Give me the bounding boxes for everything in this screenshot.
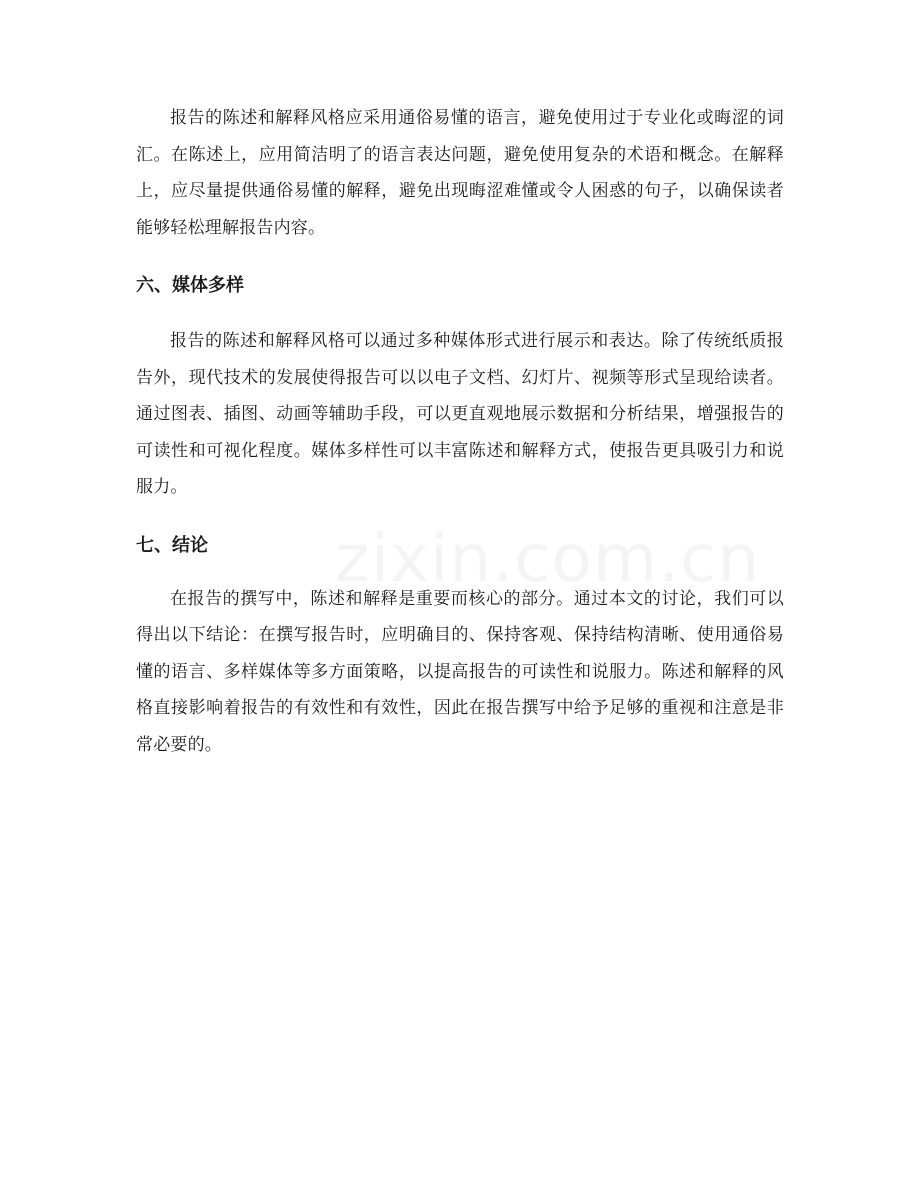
conclusion-paragraph: 在报告的撰写中，陈述和解释是重要而核心的部分。通过本文的讨论，我们可以得出以下结论：在撰写报告时，应明确目的、保持客观、保持结构清晰、使用通俗易懂的语言、多样媒体等多方面策略，以提高报告的可读性和说服力。陈述和解释的风格直接影响着报告的有效性和有效性，因此在报告撰写中给予足够的重视和注意是非常必要的。 (136, 588, 784, 755)
document-body (136, 100, 784, 763)
intro-paragraph: 报告的陈述和解释风格应采用通俗易懂的语言，避免使用过于专业化或晦涩的词汇。在陈述上，应用简洁明了的语言表达问题，避免使用复杂的术语和概念。在解释上，应尽量提供通俗易懂的解释，避免出现晦涩难懂或令人困惑的句子，以确保读者能够轻松理解报告内容。 (136, 108, 784, 238)
section-heading-media-diversity: 六、媒体多样 (136, 275, 244, 296)
media-diversity-paragraph: 报告的陈述和解释风格可以通过多种媒体形式进行展示和表达。除了传统纸质报告外，现代技术的发展使得报告可以以电子文档、幻灯片、视频等形式呈现给读者。通过图表、插图、动画等辅助手段，可以更直观地展示数据和分析结果，增强报告的可读性和可视化程度。媒体多样性可以丰富陈述和解释方式，使报告更具吸引力和说服力。 (136, 331, 784, 497)
section-heading-conclusion: 七、结论 (136, 534, 208, 556)
